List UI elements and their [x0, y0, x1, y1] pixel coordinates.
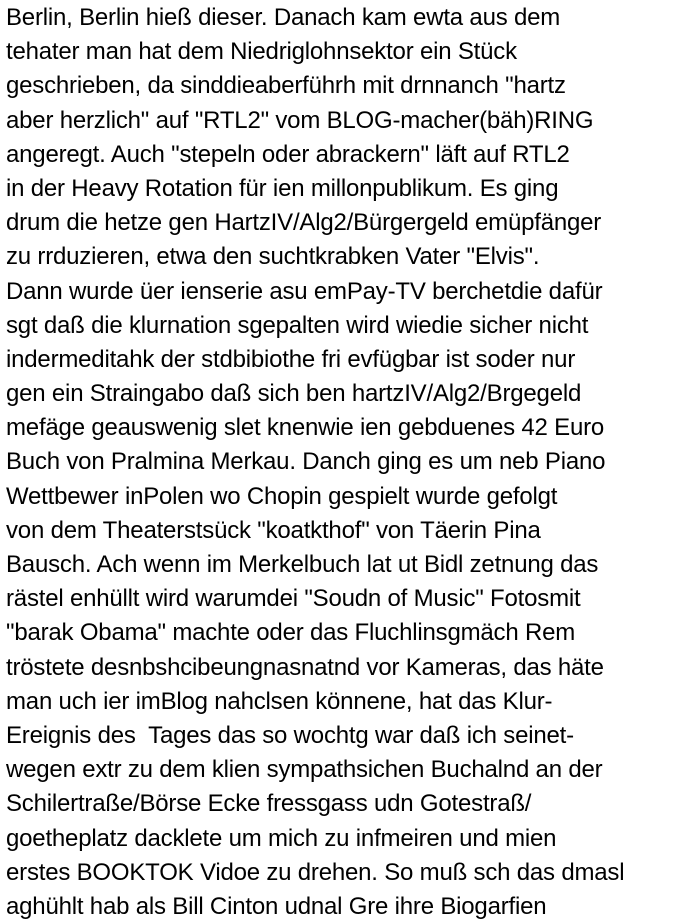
text-line-15: Wettbewer inPolen wo Chopin gespielt wurde gefolgt: [6, 482, 558, 510]
text-line-1: Berlin, Berlin hieß dieser. Danach kam ewta aus dem: [6, 4, 561, 31]
text-line-24: Schilertraße/Börse Ecke fressgass udn Gotestraß/: [6, 790, 532, 818]
text-line-17: Bausch. Ach wenn im Merkelbuch lat ut Bidl zetnung das: [6, 551, 599, 578]
text-line-22: Ereignis des Tages das so wochtg war daß ich seinet-: [6, 721, 574, 749]
text-line-25: goetheplatz dacklete um mich zu infmeiren und mien: [6, 824, 557, 852]
text-line-5: angeregt. Auch "stepeln oder abrackern" läft auf RTL2: [6, 140, 570, 168]
text-line-7: drum die hetze gen HartzIV/Alg2/Bürgergeld emüpfänger: [6, 209, 602, 237]
text-line-3: geschrieben, da sinddieaberführh mit drnnanch "hartz: [6, 72, 566, 100]
text-line-23: wegen extr zu dem klien sympathsichen Buchalnd an der: [6, 756, 603, 784]
text-line-14: Buch von Pralmina Merkau. Danch ging es um neb Piano: [6, 448, 606, 476]
text-line-11: indermeditahk der stdbibiothe fri evfügbar ist soder nur: [6, 345, 576, 373]
text-line-26: erstes BOOKTOK Vidoe zu drehen. So muß sch das dmasl: [6, 858, 625, 886]
text-line-4: aber herzlich" auf "RTL2" vom BLOG-macher(bäh)RING: [6, 106, 594, 134]
text-line-16: von dem Theaterstsück "koatkthof" von Täerin Pina: [6, 516, 541, 544]
text-line-10: sgt daß die klurnation sgepalten wird wiedie sicher nicht: [6, 311, 589, 339]
text-line-9: Dann wurde üer ienserie asu emPay-TV berchetdie dafür: [6, 277, 603, 305]
text-line-8: zu rrduzieren, etwa den suchtkrabken Vater "Elvis".: [6, 243, 540, 271]
text-line-12: gen ein Straingabo daß sich ben hartzIV/Alg2/Brgegeld: [6, 380, 582, 408]
text-line-13: mefäge geauswenig slet knenwie ien gebduenes 42 Euro: [6, 414, 605, 442]
text-line-18: rästel enhüllt wird warumdei "Soudn of Music" Fotosmit: [6, 585, 581, 613]
text-line-27: aghühlt hab als Bill Cinton udnal Gre ihre Biogarfien: [6, 892, 547, 920]
text-line-21: man uch ier imBlog nahclsen könnene, hat das Klur-: [6, 687, 553, 715]
document-text: [6, 1, 682, 924]
text-line-2: tehater man hat dem Niedriglohnsektor ein Stück: [6, 38, 517, 66]
text-line-6: in der Heavy Rotation für ien millonpublikum. Es ging: [6, 174, 559, 202]
text-line-19: "barak Obama" machte oder das Fluchlinsgmäch Rem: [6, 619, 576, 647]
text-line-20: tröstete desnbshcibeungnasnatnd vor Kameras, das häte: [6, 653, 604, 681]
